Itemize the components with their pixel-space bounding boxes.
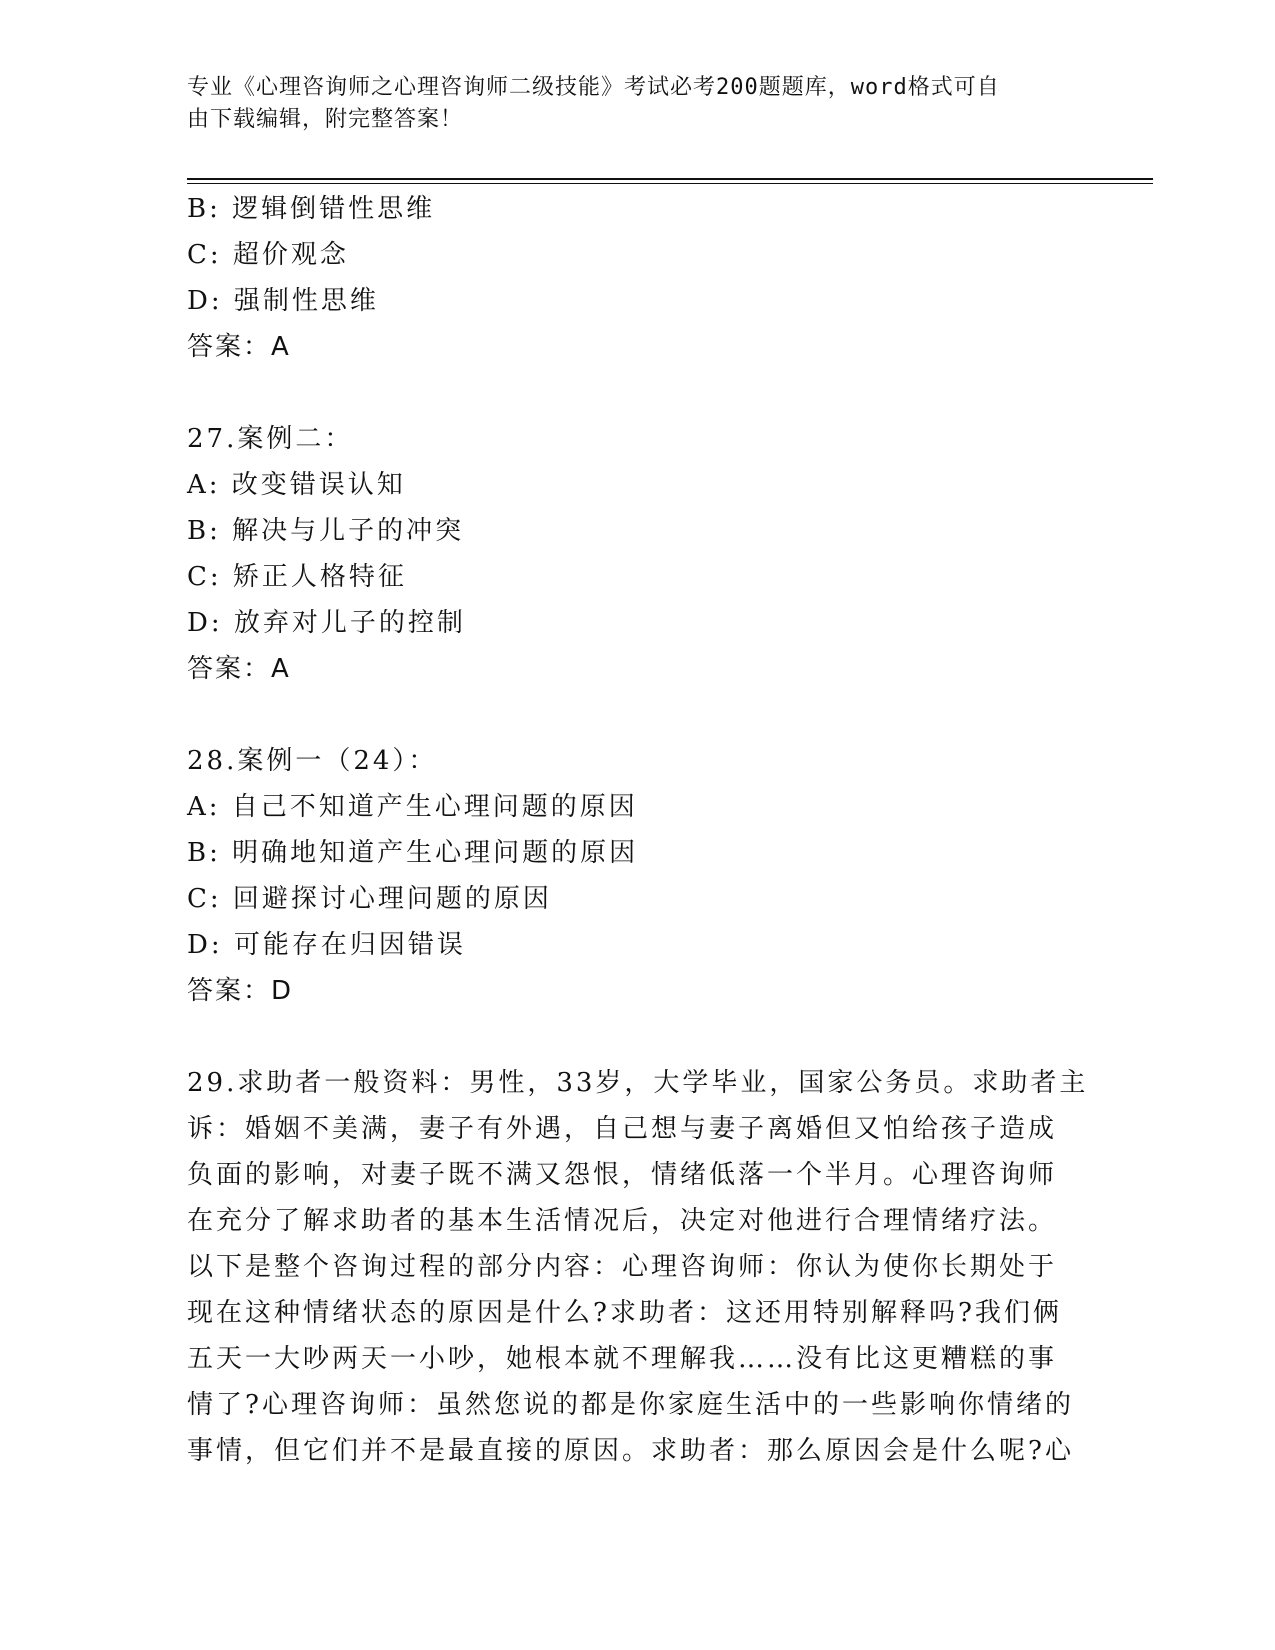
option-d: D: 放弃对儿子的控制 xyxy=(187,608,466,638)
option-a: A: 自己不知道产生心理问题的原因 xyxy=(187,792,638,822)
question-29 xyxy=(187,1060,1087,1474)
answer-line: 答案：D xyxy=(187,976,294,1006)
option-b: B: 逻辑倒错性思维 xyxy=(187,194,436,224)
header-line-2: 由下载编辑，附完整答案！ xyxy=(187,107,464,132)
answer-line: 答案：A xyxy=(187,654,291,684)
document-header xyxy=(187,72,1067,136)
paragraph-line: 负面的影响，对妻子既不满又怨恨，情绪低落一个半月。心理咨询师 xyxy=(187,1160,1058,1190)
paragraph-line: 五天一大吵两天一小吵，她根本就不理解我……没有比这更糟糕的事 xyxy=(187,1344,1058,1374)
paragraph-line: 现在这种情绪状态的原因是什么?求助者：这还用特别解释吗?我们俩 xyxy=(187,1298,1062,1328)
paragraph-line: 以下是整个咨询过程的部分内容：心理咨询师：你认为使你长期处于 xyxy=(187,1252,1058,1282)
question-stem: 28.案例一（24）： xyxy=(187,746,438,776)
answer-line: 答案：A xyxy=(187,332,291,362)
option-c: C: 矫正人格特征 xyxy=(187,562,407,592)
paragraph-line: 事情，但它们并不是最直接的原因。求助者：那么原因会是什么呢?心 xyxy=(187,1436,1074,1466)
paragraph-line: 在充分了解求助者的基本生活情况后，决定对他进行合理情绪疗法。 xyxy=(187,1206,1058,1236)
option-c: C: 回避探讨心理问题的原因 xyxy=(187,884,552,914)
option-a: A: 改变错误认知 xyxy=(187,470,406,500)
option-b: B: 解决与儿子的冲突 xyxy=(187,516,465,546)
header-divider-thin xyxy=(187,183,1153,184)
question-26-tail xyxy=(187,186,1087,370)
paragraph-line: 情了?心理咨询师：虽然您说的都是你家庭生活中的一些影响你情绪的 xyxy=(187,1390,1074,1420)
header-divider-thick xyxy=(187,178,1153,180)
option-d: D: 可能存在归因错误 xyxy=(187,930,466,960)
question-stem: 27.案例二： xyxy=(187,424,354,454)
question-27 xyxy=(187,416,1087,692)
question-28 xyxy=(187,738,1087,1014)
document-body xyxy=(187,186,1087,1474)
paragraph-line: 诉：婚姻不美满，妻子有外遇，自己想与妻子离婚但又怕给孩子造成 xyxy=(187,1114,1058,1144)
option-d: D: 强制性思维 xyxy=(187,286,379,316)
option-c: C: 超价观念 xyxy=(187,240,349,270)
header-line-1: 专业《心理咨询师之心理咨询师二级技能》考试必考200题题库，word格式可自 xyxy=(187,75,1000,100)
option-b: B: 明确地知道产生心理问题的原因 xyxy=(187,838,639,868)
paragraph-line: 29.求助者一般资料：男性，33岁，大学毕业，国家公务员。求助者主 xyxy=(187,1068,1089,1098)
